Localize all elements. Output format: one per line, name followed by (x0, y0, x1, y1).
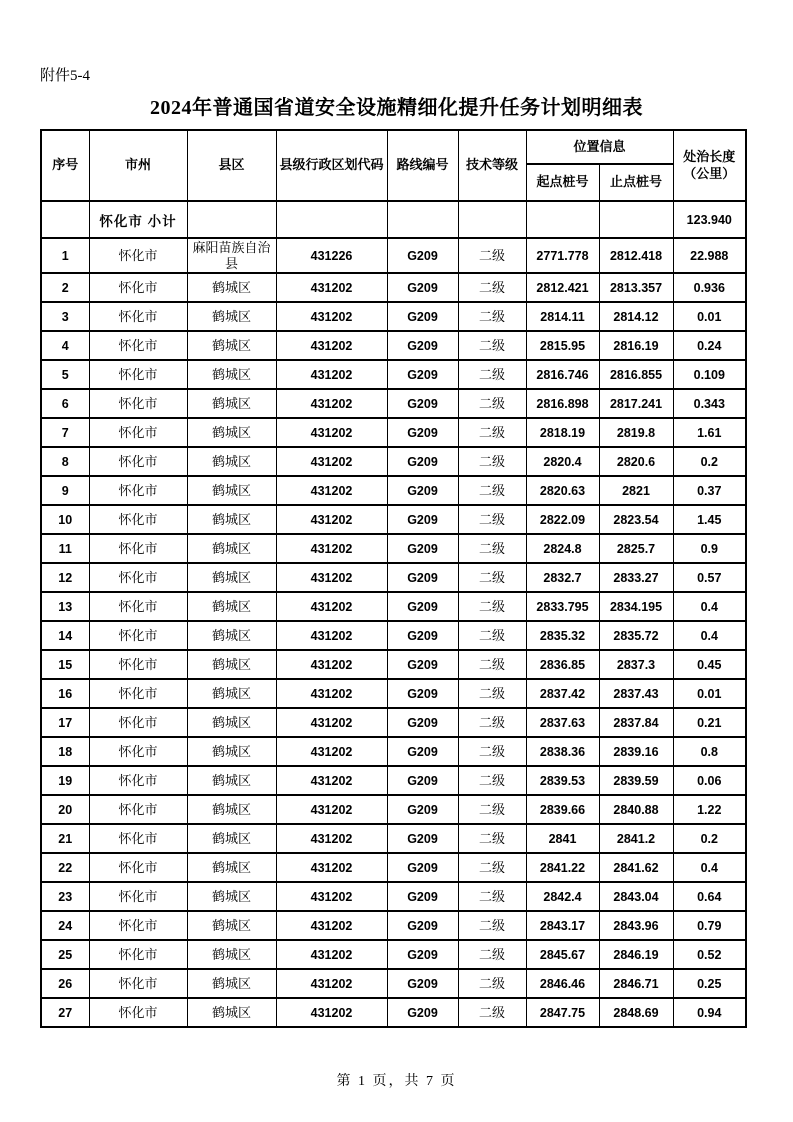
cell-end-stake: 2819.8 (599, 418, 673, 447)
cell-length: 0.06 (673, 766, 746, 795)
cell-grade: 二级 (458, 238, 526, 273)
cell-route: G209 (387, 238, 458, 273)
header-length-line2: （公里） (683, 165, 736, 181)
cell-code: 431202 (276, 940, 387, 969)
cell-end-stake: 2823.54 (599, 505, 673, 534)
cell-city: 怀化市 (89, 650, 187, 679)
cell-grade: 二级 (458, 447, 526, 476)
cell-county: 鹤城区 (187, 447, 276, 476)
cell-end-stake: 2846.71 (599, 969, 673, 998)
cell-grade: 二级 (458, 389, 526, 418)
cell-city: 怀化市 (89, 766, 187, 795)
cell-route: G209 (387, 795, 458, 824)
cell-length: 0.21 (673, 708, 746, 737)
cell-route: G209 (387, 940, 458, 969)
table-row (41, 766, 746, 795)
cell-route: G209 (387, 621, 458, 650)
cell-length: 0.01 (673, 302, 746, 331)
cell-seq: 16 (41, 679, 89, 708)
cell-start-stake: 2812.421 (526, 273, 599, 302)
cell-county: 鹤城区 (187, 621, 276, 650)
cell-route: G209 (387, 766, 458, 795)
cell-city: 怀化市 (89, 679, 187, 708)
cell-seq: 22 (41, 853, 89, 882)
cell-seq: 8 (41, 447, 89, 476)
cell-route: G209 (387, 447, 458, 476)
cell-code: 431202 (276, 360, 387, 389)
cell-length: 0.64 (673, 882, 746, 911)
cell-seq: 17 (41, 708, 89, 737)
cell-city: 怀化市 (89, 737, 187, 766)
cell-end-stake: 2814.12 (599, 302, 673, 331)
cell-code: 431202 (276, 621, 387, 650)
cell-length: 0.94 (673, 998, 746, 1027)
cell-length: 0.343 (673, 389, 746, 418)
cell-start-stake: 2820.4 (526, 447, 599, 476)
cell-grade: 二级 (458, 273, 526, 302)
cell-city: 怀化市 (89, 795, 187, 824)
cell-length: 1.22 (673, 795, 746, 824)
cell-length: 0.8 (673, 737, 746, 766)
cell-code: 431202 (276, 592, 387, 621)
cell-city: 怀化市 (89, 563, 187, 592)
table-row (41, 998, 746, 1027)
cell-code: 431202 (276, 476, 387, 505)
cell-start-stake: 2839.66 (526, 795, 599, 824)
cell-length: 0.01 (673, 679, 746, 708)
cell-county: 鹤城区 (187, 911, 276, 940)
cell-grade: 二级 (458, 969, 526, 998)
cell-length: 0.109 (673, 360, 746, 389)
cell-route: G209 (387, 418, 458, 447)
cell-route: G209 (387, 853, 458, 882)
cell-route: G209 (387, 969, 458, 998)
cell-route: G209 (387, 302, 458, 331)
cell-start-stake: 2818.19 (526, 418, 599, 447)
page-title: 2024年普通国省道安全设施精细化提升任务计划明细表 (150, 97, 643, 119)
cell-grade: 二级 (458, 737, 526, 766)
cell-end-stake: 2833.27 (599, 563, 673, 592)
cell-seq: 10 (41, 505, 89, 534)
table-row (41, 679, 746, 708)
cell-county: 鹤城区 (187, 708, 276, 737)
cell-length: 0.936 (673, 273, 746, 302)
subtotal-length: 123.940 (673, 201, 746, 238)
cell-start-stake: 2816.746 (526, 360, 599, 389)
cell-route: G209 (387, 737, 458, 766)
cell-grade: 二级 (458, 621, 526, 650)
cell-seq: 12 (41, 563, 89, 592)
cell-seq: 1 (41, 238, 89, 273)
cell-seq: 5 (41, 360, 89, 389)
header-length-line1: 处治长度 (683, 149, 736, 165)
cell-start-stake: 2841 (526, 824, 599, 853)
cell-code: 431202 (276, 331, 387, 360)
table-row (41, 911, 746, 940)
cell-route: G209 (387, 505, 458, 534)
cell-seq: 23 (41, 882, 89, 911)
table-row (41, 940, 746, 969)
cell-county: 鹤城区 (187, 592, 276, 621)
cell-length: 0.57 (673, 563, 746, 592)
cell-county: 鹤城区 (187, 737, 276, 766)
table-row (41, 331, 746, 360)
table-body (41, 201, 746, 1027)
cell-city: 怀化市 (89, 447, 187, 476)
cell-start-stake: 2847.75 (526, 998, 599, 1027)
cell-end-stake: 2841.62 (599, 853, 673, 882)
cell-county: 鹤城区 (187, 418, 276, 447)
task-plan-table (40, 129, 747, 1028)
table-row (41, 882, 746, 911)
table-row (41, 795, 746, 824)
cell-end-stake: 2817.241 (599, 389, 673, 418)
cell-start-stake: 2837.63 (526, 708, 599, 737)
table-row (41, 273, 746, 302)
cell-seq: 7 (41, 418, 89, 447)
cell-county: 鹤城区 (187, 766, 276, 795)
cell-end-stake: 2837.84 (599, 708, 673, 737)
cell-county: 鹤城区 (187, 969, 276, 998)
cell-end-stake: 2825.7 (599, 534, 673, 563)
cell-start-stake: 2842.4 (526, 882, 599, 911)
cell-end-stake: 2840.88 (599, 795, 673, 824)
cell-grade: 二级 (458, 940, 526, 969)
cell-grade: 二级 (458, 708, 526, 737)
cell-code: 431202 (276, 679, 387, 708)
cell-code: 431202 (276, 853, 387, 882)
cell-end-stake: 2812.418 (599, 238, 673, 273)
cell-grade: 二级 (458, 505, 526, 534)
cell-city: 怀化市 (89, 708, 187, 737)
cell-code: 431202 (276, 795, 387, 824)
subtotal-empty-cell (387, 201, 458, 238)
cell-code: 431202 (276, 389, 387, 418)
cell-seq: 4 (41, 331, 89, 360)
header-grade: 技术等级 (458, 130, 526, 201)
cell-grade: 二级 (458, 650, 526, 679)
cell-start-stake: 2822.09 (526, 505, 599, 534)
table-row (41, 505, 746, 534)
cell-end-stake: 2820.6 (599, 447, 673, 476)
cell-seq: 9 (41, 476, 89, 505)
cell-seq: 18 (41, 737, 89, 766)
cell-code: 431202 (276, 534, 387, 563)
cell-seq: 19 (41, 766, 89, 795)
cell-grade: 二级 (458, 766, 526, 795)
cell-city: 怀化市 (89, 621, 187, 650)
cell-code: 431202 (276, 563, 387, 592)
cell-city: 怀化市 (89, 911, 187, 940)
table-row (41, 737, 746, 766)
cell-length: 0.25 (673, 969, 746, 998)
table-row (41, 534, 746, 563)
cell-route: G209 (387, 708, 458, 737)
cell-city: 怀化市 (89, 592, 187, 621)
cell-route: G209 (387, 273, 458, 302)
cell-end-stake: 2835.72 (599, 621, 673, 650)
cell-start-stake: 2835.32 (526, 621, 599, 650)
table-row (41, 621, 746, 650)
cell-city: 怀化市 (89, 476, 187, 505)
subtotal-empty-cell (599, 201, 673, 238)
cell-route: G209 (387, 360, 458, 389)
cell-city: 怀化市 (89, 969, 187, 998)
cell-city: 怀化市 (89, 505, 187, 534)
cell-county: 鹤城区 (187, 563, 276, 592)
subtotal-seq-cell (41, 201, 89, 238)
cell-code: 431202 (276, 737, 387, 766)
cell-county: 鹤城区 (187, 273, 276, 302)
cell-route: G209 (387, 911, 458, 940)
cell-start-stake: 2846.46 (526, 969, 599, 998)
cell-route: G209 (387, 824, 458, 853)
cell-code: 431202 (276, 302, 387, 331)
cell-grade: 二级 (458, 911, 526, 940)
header-end-stake: 止点桩号 (599, 164, 673, 201)
cell-city: 怀化市 (89, 940, 187, 969)
table-row (41, 592, 746, 621)
cell-seq: 20 (41, 795, 89, 824)
cell-county: 鹤城区 (187, 998, 276, 1027)
cell-grade: 二级 (458, 592, 526, 621)
cell-start-stake: 2836.85 (526, 650, 599, 679)
table-row (41, 824, 746, 853)
header-location-group: 位置信息 (526, 130, 673, 164)
cell-start-stake: 2833.795 (526, 592, 599, 621)
cell-code: 431202 (276, 650, 387, 679)
cell-county: 鹤城区 (187, 505, 276, 534)
table-row (41, 418, 746, 447)
cell-grade: 二级 (458, 998, 526, 1027)
cell-city: 怀化市 (89, 302, 187, 331)
cell-code: 431202 (276, 505, 387, 534)
cell-city: 怀化市 (89, 998, 187, 1027)
cell-seq: 13 (41, 592, 89, 621)
cell-route: G209 (387, 998, 458, 1027)
cell-county: 麻阳苗族自治县 (187, 238, 276, 273)
cell-end-stake: 2839.59 (599, 766, 673, 795)
subtotal-row (41, 201, 746, 238)
subtotal-label: 怀化市 小计 (89, 201, 187, 238)
cell-length: 0.4 (673, 853, 746, 882)
cell-city: 怀化市 (89, 238, 187, 273)
header-county: 县区 (187, 130, 276, 201)
cell-city: 怀化市 (89, 534, 187, 563)
cell-end-stake: 2837.43 (599, 679, 673, 708)
cell-city: 怀化市 (89, 360, 187, 389)
subtotal-empty-cell (276, 201, 387, 238)
cell-length: 0.24 (673, 331, 746, 360)
cell-county: 鹤城区 (187, 940, 276, 969)
cell-city: 怀化市 (89, 853, 187, 882)
cell-route: G209 (387, 882, 458, 911)
table-row (41, 853, 746, 882)
cell-route: G209 (387, 650, 458, 679)
cell-seq: 21 (41, 824, 89, 853)
cell-grade: 二级 (458, 824, 526, 853)
cell-grade: 二级 (458, 534, 526, 563)
cell-county: 鹤城区 (187, 389, 276, 418)
cell-code: 431202 (276, 766, 387, 795)
cell-length: 0.45 (673, 650, 746, 679)
cell-county: 鹤城区 (187, 476, 276, 505)
cell-length: 0.2 (673, 824, 746, 853)
cell-county: 鹤城区 (187, 302, 276, 331)
cell-seq: 26 (41, 969, 89, 998)
cell-length: 1.45 (673, 505, 746, 534)
cell-county: 鹤城区 (187, 331, 276, 360)
cell-end-stake: 2839.16 (599, 737, 673, 766)
cell-county: 鹤城区 (187, 679, 276, 708)
cell-start-stake: 2832.7 (526, 563, 599, 592)
cell-city: 怀化市 (89, 331, 187, 360)
table-row (41, 302, 746, 331)
cell-start-stake: 2815.95 (526, 331, 599, 360)
cell-route: G209 (387, 476, 458, 505)
cell-code: 431202 (276, 911, 387, 940)
cell-city: 怀化市 (89, 418, 187, 447)
cell-length: 0.9 (673, 534, 746, 563)
cell-end-stake: 2843.96 (599, 911, 673, 940)
header-seq: 序号 (41, 130, 89, 201)
cell-end-stake: 2813.357 (599, 273, 673, 302)
cell-length: 0.4 (673, 592, 746, 621)
cell-code: 431202 (276, 418, 387, 447)
cell-end-stake: 2816.855 (599, 360, 673, 389)
cell-route: G209 (387, 389, 458, 418)
table-row (41, 238, 746, 273)
cell-grade: 二级 (458, 882, 526, 911)
attachment-label: 附件5-4 (40, 68, 90, 84)
cell-seq: 6 (41, 389, 89, 418)
cell-city: 怀化市 (89, 389, 187, 418)
cell-code: 431202 (276, 824, 387, 853)
cell-length: 1.61 (673, 418, 746, 447)
cell-start-stake: 2814.11 (526, 302, 599, 331)
cell-route: G209 (387, 331, 458, 360)
header-code: 县级行政区划代码 (276, 130, 387, 201)
table-row (41, 389, 746, 418)
cell-start-stake: 2843.17 (526, 911, 599, 940)
header-city: 市州 (89, 130, 187, 201)
subtotal-empty-cell (526, 201, 599, 238)
cell-route: G209 (387, 679, 458, 708)
cell-end-stake: 2837.3 (599, 650, 673, 679)
cell-code: 431202 (276, 969, 387, 998)
cell-start-stake: 2845.67 (526, 940, 599, 969)
cell-city: 怀化市 (89, 824, 187, 853)
table-header (41, 130, 746, 201)
table-row (41, 476, 746, 505)
cell-route: G209 (387, 534, 458, 563)
cell-code: 431202 (276, 998, 387, 1027)
cell-start-stake: 2816.898 (526, 389, 599, 418)
header-length (673, 130, 746, 201)
table-row (41, 563, 746, 592)
cell-county: 鹤城区 (187, 534, 276, 563)
cell-end-stake: 2816.19 (599, 331, 673, 360)
cell-code: 431226 (276, 238, 387, 273)
cell-code: 431202 (276, 447, 387, 476)
cell-end-stake: 2846.19 (599, 940, 673, 969)
cell-code: 431202 (276, 882, 387, 911)
header-start-stake: 起点桩号 (526, 164, 599, 201)
cell-start-stake: 2841.22 (526, 853, 599, 882)
cell-county: 鹤城区 (187, 824, 276, 853)
cell-length: 0.4 (673, 621, 746, 650)
cell-route: G209 (387, 563, 458, 592)
cell-start-stake: 2837.42 (526, 679, 599, 708)
cell-end-stake: 2821 (599, 476, 673, 505)
cell-code: 431202 (276, 273, 387, 302)
cell-seq: 3 (41, 302, 89, 331)
cell-start-stake: 2820.63 (526, 476, 599, 505)
table-row (41, 360, 746, 389)
cell-county: 鹤城区 (187, 795, 276, 824)
table-row (41, 969, 746, 998)
table-row (41, 447, 746, 476)
cell-county: 鹤城区 (187, 360, 276, 389)
cell-grade: 二级 (458, 679, 526, 708)
cell-grade: 二级 (458, 853, 526, 882)
table-row (41, 708, 746, 737)
cell-end-stake: 2834.195 (599, 592, 673, 621)
cell-end-stake: 2843.04 (599, 882, 673, 911)
subtotal-empty-cell (458, 201, 526, 238)
cell-seq: 25 (41, 940, 89, 969)
cell-length: 0.37 (673, 476, 746, 505)
cell-start-stake: 2771.778 (526, 238, 599, 273)
cell-length: 22.988 (673, 238, 746, 273)
cell-grade: 二级 (458, 563, 526, 592)
table-row (41, 650, 746, 679)
cell-grade: 二级 (458, 476, 526, 505)
cell-start-stake: 2824.8 (526, 534, 599, 563)
cell-grade: 二级 (458, 418, 526, 447)
cell-grade: 二级 (458, 360, 526, 389)
cell-seq: 14 (41, 621, 89, 650)
cell-county: 鹤城区 (187, 650, 276, 679)
cell-length: 0.79 (673, 911, 746, 940)
cell-city: 怀化市 (89, 273, 187, 302)
page-footer: 第 1 页，共 7 页 (336, 1074, 457, 1089)
cell-code: 431202 (276, 708, 387, 737)
cell-route: G209 (387, 592, 458, 621)
cell-seq: 15 (41, 650, 89, 679)
cell-county: 鹤城区 (187, 882, 276, 911)
header-route: 路线编号 (387, 130, 458, 201)
cell-seq: 27 (41, 998, 89, 1027)
cell-start-stake: 2838.36 (526, 737, 599, 766)
cell-city: 怀化市 (89, 882, 187, 911)
cell-grade: 二级 (458, 331, 526, 360)
cell-seq: 11 (41, 534, 89, 563)
subtotal-empty-cell (187, 201, 276, 238)
cell-grade: 二级 (458, 795, 526, 824)
cell-seq: 24 (41, 911, 89, 940)
cell-grade: 二级 (458, 302, 526, 331)
cell-end-stake: 2841.2 (599, 824, 673, 853)
cell-end-stake: 2848.69 (599, 998, 673, 1027)
cell-start-stake: 2839.53 (526, 766, 599, 795)
cell-county: 鹤城区 (187, 853, 276, 882)
cell-length: 0.52 (673, 940, 746, 969)
cell-length: 0.2 (673, 447, 746, 476)
cell-seq: 2 (41, 273, 89, 302)
